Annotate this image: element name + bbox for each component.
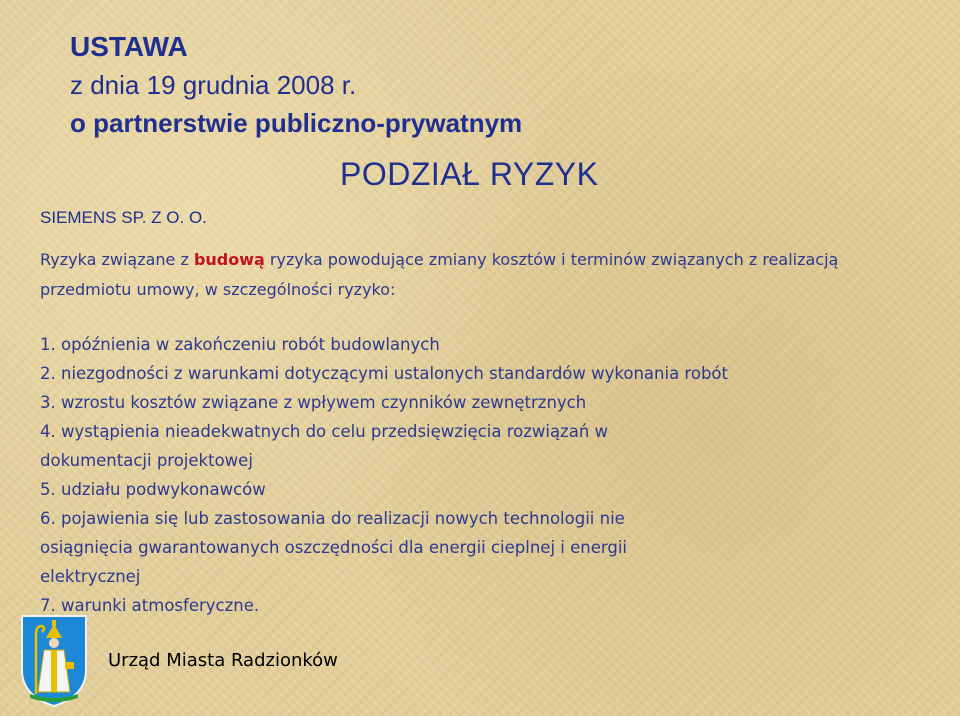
- risk-item: 6. pojawienia się lub zastosowania do realizacji nowych technologii nie osiągnięcia gwarantowanych oszczędności dla energii cieplnej i energii elektrycznej: [40, 509, 628, 586]
- intro-paragraph: [40, 245, 920, 305]
- section-heading: PODZIAŁ RYZYK: [340, 156, 599, 192]
- risk-item: 4. wystąpienia nieadekwatnych do celu przedsięwzięcia rozwiązań w dokumentacji projektowej: [40, 422, 609, 470]
- risk-item: 5. udziału podwykonawców: [40, 480, 266, 499]
- document-title: [70, 28, 522, 142]
- risk-list: [40, 330, 920, 620]
- risk-item: 2. niezgodności z warunkami dotyczącymi ustalonych standardów wykonania robót: [40, 364, 728, 383]
- company-name: SIEMENS SP. Z O. O.: [40, 208, 207, 227]
- title-line-date: z dnia 19 grudnia 2008 r.: [70, 70, 357, 100]
- risk-item: 7. warunki atmosferyczne.: [40, 596, 260, 615]
- intro-highlight: budową: [193, 250, 265, 269]
- office-name: Urząd Miasta Radzionków: [108, 650, 338, 671]
- intro-text-after: ryzyka powodujące zmiany kosztów i terminów związanych z realizacją przedmiotu umowy, w szczególności ryzyko:: [40, 250, 839, 299]
- risk-item: 3. wzrostu kosztów związane z wpływem czynników zewnętrznych: [40, 393, 587, 412]
- title-line-ustawa: USTAWA: [70, 31, 188, 62]
- title-line-subject: o partnerstwie publiczno-prywatnym: [70, 108, 523, 138]
- intro-text-before: Ryzyka związane z: [40, 250, 194, 269]
- risk-item: 1. opóźnienia w zakończeniu robót budowlanych: [40, 335, 440, 354]
- city-crest-icon: [18, 612, 90, 708]
